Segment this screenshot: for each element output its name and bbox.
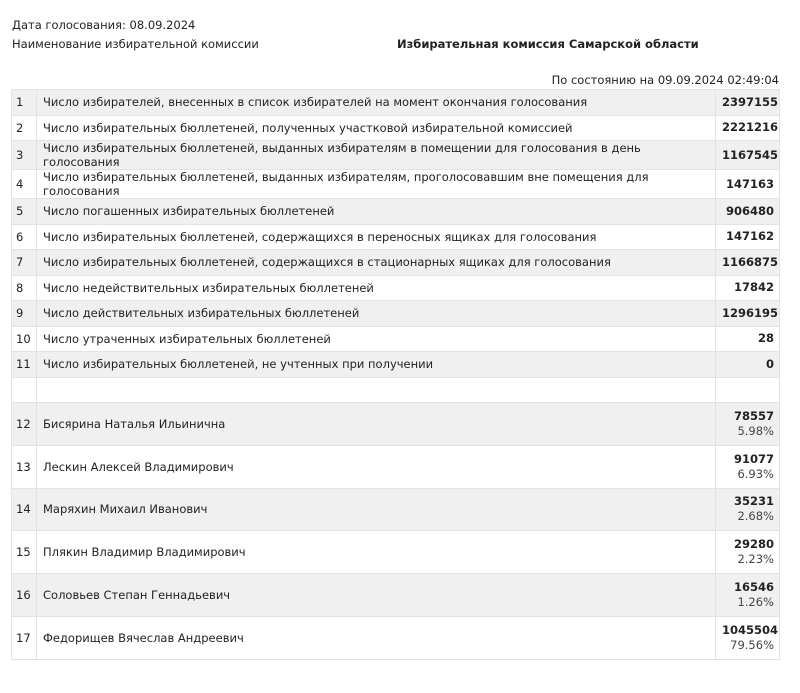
spacer-cell bbox=[12, 377, 37, 403]
table-row bbox=[12, 115, 780, 141]
candidate-result bbox=[716, 403, 780, 446]
table-row bbox=[12, 199, 780, 225]
voting-date-label: Дата голосования: bbox=[12, 18, 126, 32]
table-row bbox=[12, 250, 780, 276]
candidate-row bbox=[12, 403, 780, 446]
candidate-name: Бисярина Наталья Ильинична bbox=[37, 403, 716, 446]
candidate-number: 17 bbox=[12, 616, 37, 659]
candidate-number: 12 bbox=[12, 403, 37, 446]
candidate-percent: 1.26% bbox=[737, 595, 774, 610]
row-number: 5 bbox=[12, 199, 37, 225]
row-value-number: 28 bbox=[757, 331, 774, 346]
candidate-votes: 1045504 bbox=[722, 622, 779, 637]
candidate-percent: 79.56% bbox=[730, 637, 774, 652]
table-row bbox=[12, 170, 780, 199]
row-value bbox=[716, 115, 780, 141]
candidate-result bbox=[716, 445, 780, 488]
row-value bbox=[716, 250, 780, 276]
row-label: Число недействительных избирательных бюллетеней bbox=[37, 275, 716, 301]
voting-date-value: 08.09.2024 bbox=[129, 18, 196, 32]
row-value bbox=[716, 170, 780, 199]
row-number: 9 bbox=[12, 301, 37, 327]
row-label: Число избирательных бюллетеней, полученных участковой избирательной комиссией bbox=[37, 115, 716, 141]
row-number: 11 bbox=[12, 352, 37, 378]
results-table-body bbox=[12, 90, 780, 660]
spacer-row bbox=[12, 377, 780, 403]
row-value bbox=[716, 90, 780, 116]
row-value-number: 1166875 bbox=[722, 254, 779, 269]
row-number: 6 bbox=[12, 224, 37, 250]
candidate-name: Маряхин Михаил Иванович bbox=[37, 488, 716, 531]
candidate-number: 16 bbox=[12, 574, 37, 617]
as-of-timestamp: По состоянию на 09.09.2024 02:49:04 bbox=[551, 73, 779, 87]
row-value bbox=[716, 224, 780, 250]
candidate-number: 15 bbox=[12, 531, 37, 574]
voting-date bbox=[12, 18, 195, 32]
row-number: 4 bbox=[12, 170, 37, 199]
spacer-cell bbox=[716, 377, 780, 403]
row-value bbox=[716, 141, 780, 170]
candidate-percent: 6.93% bbox=[737, 466, 774, 481]
row-number: 8 bbox=[12, 275, 37, 301]
row-label: Число погашенных избирательных бюллетеней bbox=[37, 199, 716, 225]
row-value bbox=[716, 199, 780, 225]
table-row bbox=[12, 90, 780, 116]
candidate-row bbox=[12, 488, 780, 531]
row-value-number: 1167545 bbox=[722, 147, 779, 162]
row-value-number: 2397155 bbox=[722, 94, 779, 109]
candidate-number: 14 bbox=[12, 488, 37, 531]
row-value-number: 147163 bbox=[725, 176, 774, 191]
commission-label: Наименование избирательной комиссии bbox=[12, 37, 259, 51]
row-number: 2 bbox=[12, 115, 37, 141]
row-label: Число избирательных бюллетеней, содержащихся в переносных ящиках для голосования bbox=[37, 224, 716, 250]
candidate-result bbox=[716, 488, 780, 531]
table-row bbox=[12, 326, 780, 352]
row-label: Число избирательных бюллетеней, выданных избирателям, проголосовавшим вне помещения для голосования bbox=[37, 170, 716, 199]
row-value-number: 2221216 bbox=[722, 120, 779, 135]
candidate-percent: 2.68% bbox=[737, 509, 774, 524]
results-table bbox=[11, 89, 780, 660]
row-value-number: 17842 bbox=[733, 280, 774, 295]
candidate-votes: 16546 bbox=[733, 580, 774, 595]
candidate-percent: 2.23% bbox=[737, 552, 774, 567]
candidate-result bbox=[716, 531, 780, 574]
row-number: 3 bbox=[12, 141, 37, 170]
row-value bbox=[716, 301, 780, 327]
candidate-votes: 29280 bbox=[733, 537, 774, 552]
row-label: Число действительных избирательных бюллетеней bbox=[37, 301, 716, 327]
table-row bbox=[12, 352, 780, 378]
candidate-votes: 35231 bbox=[733, 494, 774, 509]
candidate-name: Лескин Алексей Владимирович bbox=[37, 445, 716, 488]
candidate-row bbox=[12, 531, 780, 574]
candidate-row bbox=[12, 616, 780, 659]
row-value-number: 906480 bbox=[725, 203, 774, 218]
row-number: 10 bbox=[12, 326, 37, 352]
table-row bbox=[12, 224, 780, 250]
candidate-votes: 78557 bbox=[733, 408, 774, 423]
candidate-name: Плякин Владимир Владимирович bbox=[37, 531, 716, 574]
table-row bbox=[12, 301, 780, 327]
candidate-name: Соловьев Степан Геннадьевич bbox=[37, 574, 716, 617]
spacer-cell bbox=[37, 377, 716, 403]
candidate-result bbox=[716, 574, 780, 617]
table-row bbox=[12, 141, 780, 170]
row-value bbox=[716, 326, 780, 352]
row-number: 1 bbox=[12, 90, 37, 116]
row-label: Число избирательных бюллетеней, содержащихся в стационарных ящиках для голосования bbox=[37, 250, 716, 276]
candidate-name: Федорищев Вячеслав Андреевич bbox=[37, 616, 716, 659]
row-label: Число избирателей, внесенных в список избирателей на момент окончания голосования bbox=[37, 90, 716, 116]
row-label: Число избирательных бюллетеней, не учтенных при получении bbox=[37, 352, 716, 378]
row-value-number: 147162 bbox=[725, 229, 774, 244]
row-value bbox=[716, 352, 780, 378]
row-value-number: 0 bbox=[765, 356, 774, 371]
commission-name: Избирательная комиссия Самарской области bbox=[397, 37, 699, 51]
row-value-number: 1296195 bbox=[722, 305, 779, 320]
row-label: Число избирательных бюллетеней, выданных избирателям в помещении для голосования в день голосования bbox=[37, 141, 716, 170]
candidate-votes: 91077 bbox=[733, 451, 774, 466]
row-label: Число утраченных избирательных бюллетеней bbox=[37, 326, 716, 352]
candidate-row bbox=[12, 574, 780, 617]
row-number: 7 bbox=[12, 250, 37, 276]
candidate-percent: 5.98% bbox=[737, 423, 774, 438]
candidate-result bbox=[716, 616, 780, 659]
table-row bbox=[12, 275, 780, 301]
candidate-row bbox=[12, 445, 780, 488]
row-value bbox=[716, 275, 780, 301]
candidate-number: 13 bbox=[12, 445, 37, 488]
